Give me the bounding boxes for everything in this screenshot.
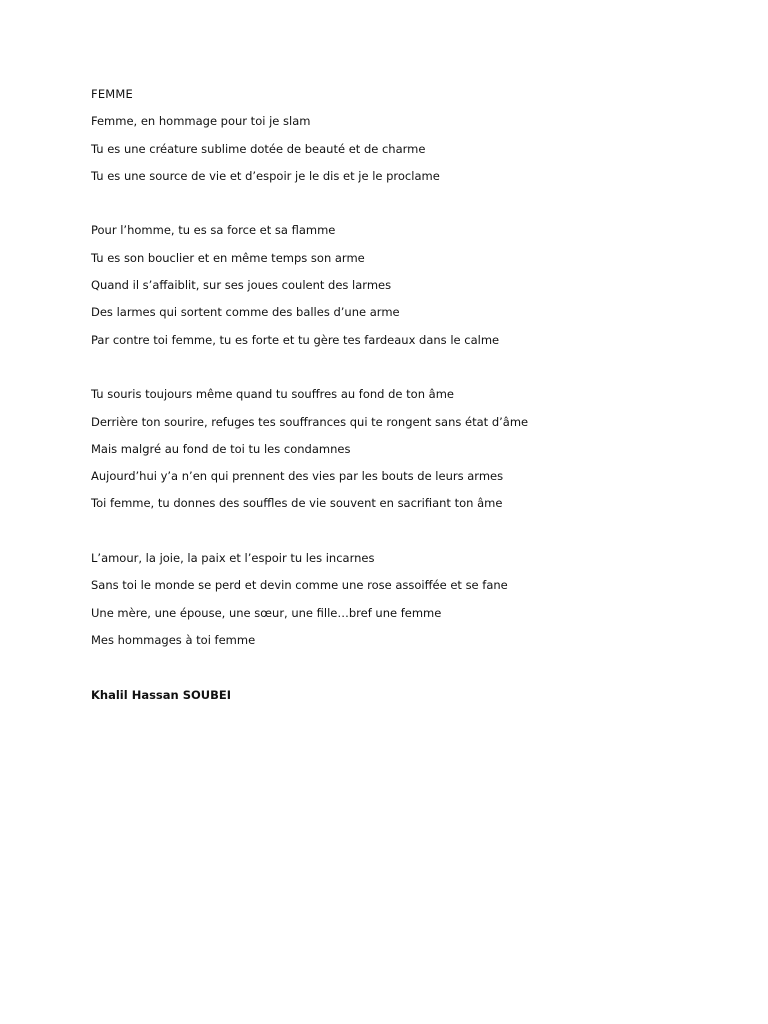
- poem-line: Aujourd’hui y’a n’en qui prennent des vies par les bouts de leurs armes: [91, 469, 504, 484]
- stanza-gap: [91, 357, 731, 384]
- poem-line: Mes hommages à toi femme: [91, 632, 256, 647]
- poem-line: Tu es une créature sublime dotée de beauté et de charme: [91, 141, 426, 156]
- poem-line: Par contre toi femme, tu es forte et tu gère tes fardeaux dans le calme: [91, 332, 500, 347]
- poem-line: Sans toi le monde se perd et devin comme une rose assoiffée et se fane: [91, 578, 508, 593]
- poem-line: L’amour, la joie, la paix et l’espoir tu les incarnes: [91, 551, 375, 566]
- poem-line: Une mère, une épouse, une sœur, une fille…bref une femme: [91, 605, 442, 620]
- poem-line: Toi femme, tu donnes des souffles de vie souvent en sacrifiant ton âme: [91, 496, 503, 511]
- stanza-gap: [91, 657, 731, 684]
- poem: [91, 84, 731, 712]
- poem-line: Tu es son bouclier et en même temps son arme: [91, 250, 365, 265]
- poem-line: Pour l’homme, tu es sa force et sa flamme: [91, 223, 336, 238]
- poem-line: Derrière ton sourire, refuges tes souffrances qui te rongent sans état d’âme: [91, 414, 529, 429]
- poem-line: Quand il s’affaiblit, sur ses joues coulent des larmes: [91, 278, 392, 293]
- stanza-gap: [91, 193, 731, 220]
- poem-line: Tu es une source de vie et d’espoir je le dis et je le proclame: [91, 168, 440, 183]
- stanza-gap: [91, 521, 731, 548]
- poem-line: Femme, en hommage pour toi je slam: [91, 114, 311, 129]
- author-signature: Khalil Hassan SOUBEI: [91, 687, 232, 702]
- poem-line: Tu souris toujours même quand tu souffres au fond de ton âme: [91, 387, 454, 402]
- poem-line: Des larmes qui sortent comme des balles d’une arme: [91, 305, 400, 320]
- poem-line: Mais malgré au fond de toi tu les condamnes: [91, 441, 351, 456]
- poem-title: FEMME: [91, 87, 133, 101]
